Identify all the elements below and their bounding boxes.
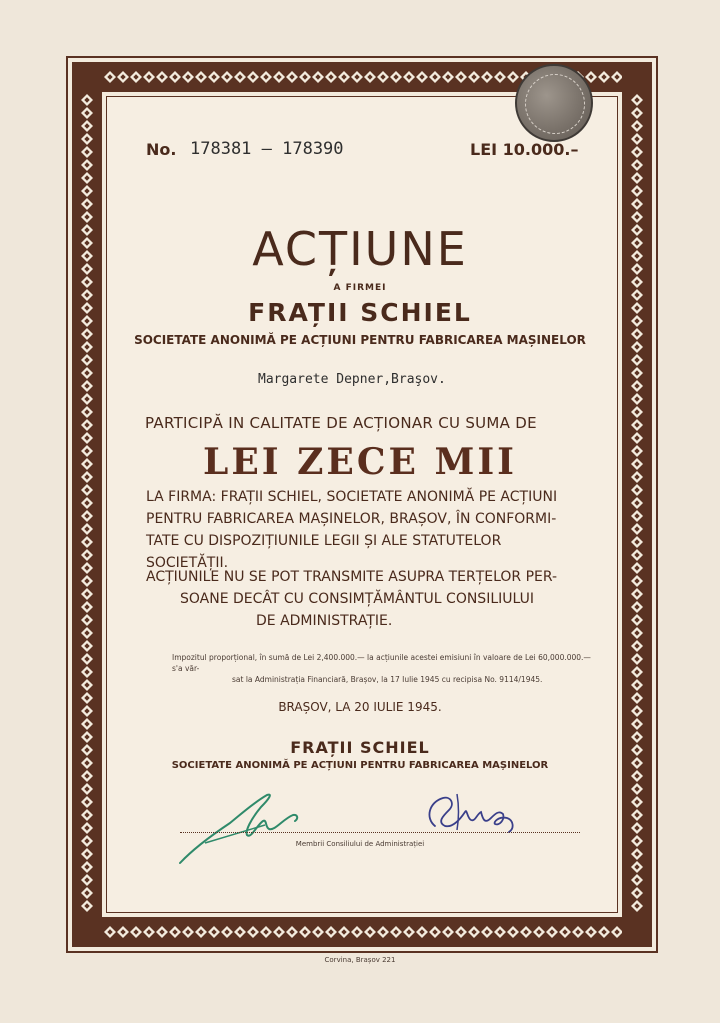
firm-paragraph (146, 486, 586, 574)
place-and-date: BRAȘOV, LA 20 IULIE 1945. (278, 700, 442, 714)
of-firm-label: A FIRMEI (333, 283, 387, 293)
right-border-band (622, 62, 652, 947)
tax-note-line: Impozitul proporțional, în sumă de Lei 2,400.000.— la acțiunile acestei emisiuni în valoare de Lei 60,000.000.— s'a văr- (172, 653, 591, 673)
participation-statement: PARTICIPĂ IN CALITATE DE ACȚIONAR CU SUMA DE (145, 414, 537, 432)
signature-line (180, 832, 580, 833)
transfer-paragraph-line: DE ADMINISTRAȚIE. (256, 613, 393, 629)
board-members-label: Membrii Consiliului de Administrației (295, 840, 425, 848)
footer-firm-name: FRAȚII SCHIEL (290, 738, 430, 757)
certificate-number-range: 178381 — 178390 (190, 139, 344, 159)
transfer-paragraph-line: SOANE DECÂT CU CONSIMȚĂMÂNTUL CONSILIULUI (180, 591, 534, 607)
firm-name: FRAȚII SCHIEL (248, 298, 472, 327)
embossed-seal-icon (515, 64, 593, 142)
holder-name: Margarete Depner,Braşov. (258, 372, 446, 387)
printer-imprint: Corvina, Brașov 221 (324, 956, 396, 964)
amount-in-words: LEI ZECE MII (203, 441, 517, 483)
signature-left (175, 785, 305, 870)
footer-firm-subtitle: SOCIETATE ANONIMĂ PE ACȚIUNI PENTRU FABRICAREA MAȘINELOR (171, 760, 549, 771)
firm-paragraph-line: PENTRU FABRICAREA MAȘINELOR, BRAȘOV, ÎN CONFORMI- (146, 511, 557, 527)
bottom-border-band (72, 917, 652, 947)
firm-subtitle: SOCIETATE ANONIMĂ PE ACȚIUNI PENTRU FABRICAREA MAȘINELOR (134, 333, 586, 347)
left-border-band (72, 62, 102, 947)
firm-paragraph-line: TATE CU DISPOZIȚIUNILE LEGII ȘI ALE STATUTELOR SOCIETĂȚII. (146, 533, 502, 571)
firm-paragraph-line: LA FIRMA: FRAȚII SCHIEL, SOCIETATE ANONIMĂ PE ACȚIUNI (146, 489, 558, 505)
signature-right (415, 788, 525, 838)
face-value: LEI 10.000.– (470, 140, 579, 159)
tax-note-line: sat la Administrația Financiară, Brașov, la 17 Iulie 1945 cu recipisa No. 9114/1945. (232, 675, 543, 684)
transfer-paragraph (146, 566, 586, 632)
tax-note (172, 652, 592, 685)
number-label: No. (146, 140, 177, 159)
document-title: ACȚIUNE (252, 222, 468, 276)
transfer-paragraph-line: ACȚIUNILE NU SE POT TRANSMITE ASUPRA TERȚELOR PER- (146, 569, 558, 585)
